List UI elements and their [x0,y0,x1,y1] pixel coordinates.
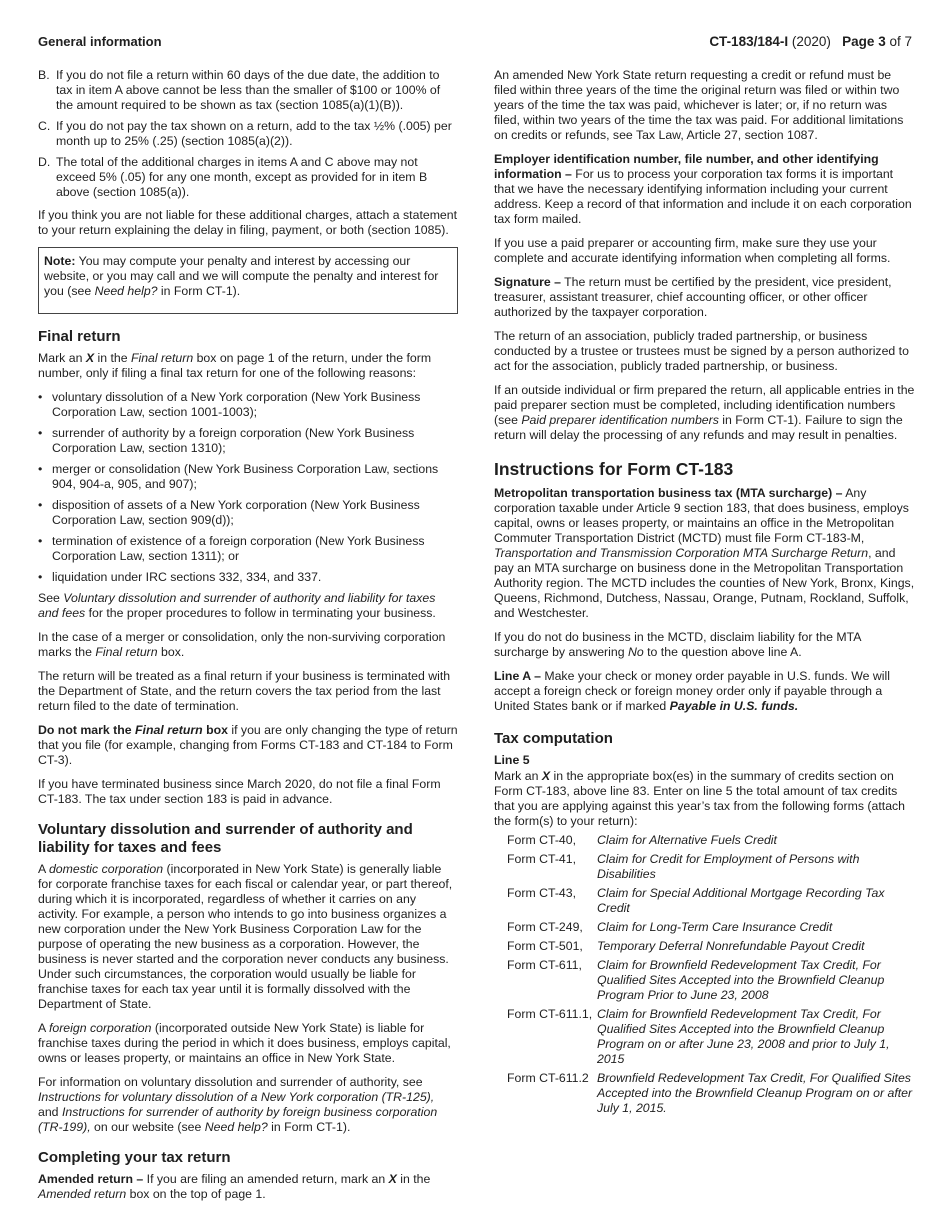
table-row: Form CT-249, Claim for Long-Term Care Insurance Credit [507,920,833,935]
list-item: • voluntary dissolution of a New York corporation (New York Business Corporation Law, section 1001-1003); [38,390,421,419]
table-row: Form CT-43, Claim for Special Additional Mortgage Recording Tax Credit [507,886,885,916]
penalty-list [38,68,458,200]
form-year: (2020) [791,34,831,49]
list-marker: D. [38,155,51,169]
do-not-mark-paragraph: Do not mark the Final return box if you are only changing the type of return that you file (for example, changing from Forms CT-183 and CT-184 to Form CT-3). [38,723,458,767]
note-text-end: in Form CT-1). [157,284,241,298]
list-item [38,68,458,113]
amended-return-paragraph: Amended return – If you are filing an amended return, mark an X in the Amended return box on the top of page 1. [38,1172,431,1201]
right-column [494,68,916,1120]
note-label: Note: [44,254,76,268]
list-item: • termination of existence of a foreign corporation (New York Business Corporation Law, section 1311); or [38,534,425,563]
list-item [38,119,458,149]
signature-paragraph: Signature – The return must be certified by the president, vice president, treasurer, assistant treasurer, chief accounting officer, or other officer authorized by the taxpayer corporation. [494,275,892,319]
note-box [38,247,458,314]
left-column [38,68,458,1211]
line-a-paragraph: Line A – Make your check or money order payable in U.S. funds. We will accept a foreign check or foreign money order only if payable through a United States bank or if marked Payable in U.S. funds. [494,669,890,714]
list-item: • liquidation under IRC sections 332, 334, and 337. [38,570,322,584]
page-header [38,34,912,54]
mta-paragraph: Metropolitan transportation business tax (MTA surcharge) – Any corporation taxable under Article 9 section 183, that does business, employs capital, owns or leases property, or maintains an office in the Metropolitan Commuter Transportation District (MCTD) must file Form CT-183-M, Transportation and Transmission Corporation MTA Surcharge Return, and pay an MTA surcharge on business done in the Metropolitan Transportation Authority region. The MCTD includes the counties of New York, Bronx, Kings, Queens, Richmond, Dutchess, Nassau, Orange, Putnam, Rockland, Suffolk, and Westchester. [494,486,915,621]
not-liable-paragraph: If you think you are not liable for these additional charges, attach a statement to your return explaining the delay in filing, payment, or both (section 1085). [38,208,458,237]
list-text: The total of the additional charges in items A and C above may not exceed 5% (.05) for any one month, except as provided for in item B above (section 1085(a)). [56,155,428,199]
table-row: Form CT-501, Temporary Deferral Nonrefundable Payout Credit [507,939,865,954]
table-row: Form CT-41, Claim for Credit for Employment of Persons with Disabilities [507,852,860,882]
need-help-ref: Need help? [94,284,158,298]
ein-paragraph: Employer identification number, file number, and other identifying information – For us to process your corporation tax forms it is important that we have the necessary identifying information including your current address. Keep a record of that information and include it on each corporation tax form mailed. [494,152,912,226]
x-mark: X [388,1172,397,1186]
list-text: If you do not pay the tax shown on a return, add to the tax ½% (.005) per month up to 25% (.25) (section 1085(a)(2)). [56,119,452,148]
line-5-paragraph: Mark an X in the appropriate box(es) in the summary of credits section on Form CT-183, above line 83. Enter on line 5 the total amount of tax credits that you are applying against this year’s tax from the following forms (attach the form(s) to your return): [494,769,906,829]
final-return-heading: Final return [38,328,121,345]
list-item: • merger or consolidation (New York Business Corporation Law, sections 904, 904-a, 905, and 907); [38,462,439,491]
list-item: • surrender of authority by a foreign corporation (New York Business Corporation Law, section 1310); [38,426,415,455]
form-page-info [709,34,912,50]
list-marker: B. [38,68,50,82]
list-item [38,155,458,200]
merger-paragraph: In the case of a merger or consolidation, only the non-surviving corporation marks the Final return box. [38,630,446,659]
outside-preparer-paragraph: If an outside individual or firm prepared the return, all applicable entries in the paid preparer section must be completed, including identification numbers (see Paid preparer identification numbers in Form CT-1). Failure to sign the return will delay the processing of any refunds and may result in penalties. [494,383,915,442]
association-paragraph: The return of an association, publicly traded partnership, or business conducted by a trustee or trustees must be signed by a person authorized to act for the association, publicly traded partnership, or business. [494,329,909,373]
dissolution-info-paragraph: For information on voluntary dissolution and surrender of authority, see Instructions for voluntary dissolution of a New York corporation (TR-125), and Instructions for surrender of authority by foreign business corporation (TR-199), on our website (see Need help? in Form CT-1). [38,1075,438,1134]
list-marker: C. [38,119,51,133]
list-item: • disposition of assets of a New York corporation (New York Business Corporation Law, section 909(d)); [38,498,420,527]
treated-paragraph: The return will be treated as a final return if your business is terminated with the Department of State, and the return covers the tax period from the last return filed to the date of termination. [38,669,451,713]
form-id: CT-183/184-I [709,34,789,49]
preparer-paragraph: If you use a paid preparer or accounting firm, make sure they use your complete and accurate identifying information when completing all forms. [494,236,891,265]
page-number: Page 3 [842,34,886,49]
list-text: If you do not file a return within 60 days of the due date, the addition to tax in item A above cannot be less than the smaller of $100 or 100% of the amount required to be shown as tax (section 1085(a)(1)(B)). [56,68,441,112]
table-row: Form CT-611, Claim for Brownfield Redevelopment Tax Credit, For Qualified Sites Accepted into the Brownfield Cleanup Program Prior to June 23, 2008 [507,958,885,1003]
table-row: Form CT-611.2 Brownfield Redevelopment Tax Credit, For Qualified Sites Accepted into the Brownfield Cleanup Program on or after July 1, 2015. [507,1071,913,1116]
x-mark: X [85,351,95,365]
section-title: General information [38,34,162,49]
foreign-corp-paragraph: A foreign corporation (incorporated outside New York State) is liable for franchise taxes during the period in which it does business, employs capital, owns or leases property, or maintains an office in New York State. [38,1021,451,1065]
terminated-paragraph: If you have terminated business since March 2020, do not file a final Form CT-183. The tax under section 183 is paid in advance. [38,777,441,806]
table-row: Form CT-611.1, Claim for Brownfield Redevelopment Tax Credit, For Qualified Sites Accepted into the Brownfield Cleanup Program on or after June 23, 2008 and prior to July 1, 2015 [507,1007,890,1067]
final-return-intro: Mark an X in the Final return box on page 1 of the return, under the form number, only if filing a final tax return for one of the following reasons: [38,351,432,380]
table-row: Form CT-40, Claim for Alternative Fuels Credit [507,833,777,848]
x-mark: X [541,769,551,784]
see-voluntary-paragraph: See Voluntary dissolution and surrender of authority and liability for taxes and fees for the proper procedures to follow in terminating your business. [38,591,436,620]
completing-return-heading: Completing your tax return [38,1149,231,1166]
voluntary-dissolution-heading: Voluntary dissolution and surrender of authority and liability for taxes and fees [38,821,413,856]
line-5-heading: Line 5 [494,753,530,768]
credit-forms-list [507,833,916,1116]
domestic-corp-paragraph: A domestic corporation (incorporated in New York State) is generally liable for corporate franchise taxes for each fiscal or calendar year, or part thereof, during which it is incorporated, regardless of whether it carries on any activity. For example, a person who intends to go into business organizes a new corporation under the New York Business Corporation Law for the purpose of operating the new business as a corporation. However, the business is never started and the corporation never conducts any business. Under such circumstances, the corporation would usually be liable for franchise taxes for each tax year until it is formally dissolved with the Department of State. [38,862,453,1011]
note-text: You may compute your penalty and interest by accessing our website, or you may call and we will compute the penalty and interest for you (see [44,254,439,298]
final-return-reasons [38,390,458,585]
page-total: of 7 [889,34,912,49]
tax-computation-heading: Tax computation [494,730,613,748]
mctd-paragraph: If you do not do business in the MCTD, disclaim liability for the MTA surcharge by answering No to the question above line A. [494,630,861,660]
amended-limits-paragraph: An amended New York State return requesting a credit or refund must be filed within three years of the time the original return was filed or within two years of the time the tax was paid, whichever is later; or, if no return was filed, within two years of the time the tax was paid. For additional limitations on credits or refunds, see Tax Law, Article 27, section 1087. [494,68,904,142]
instructions-heading: Instructions for Form CT-183 [494,459,734,479]
